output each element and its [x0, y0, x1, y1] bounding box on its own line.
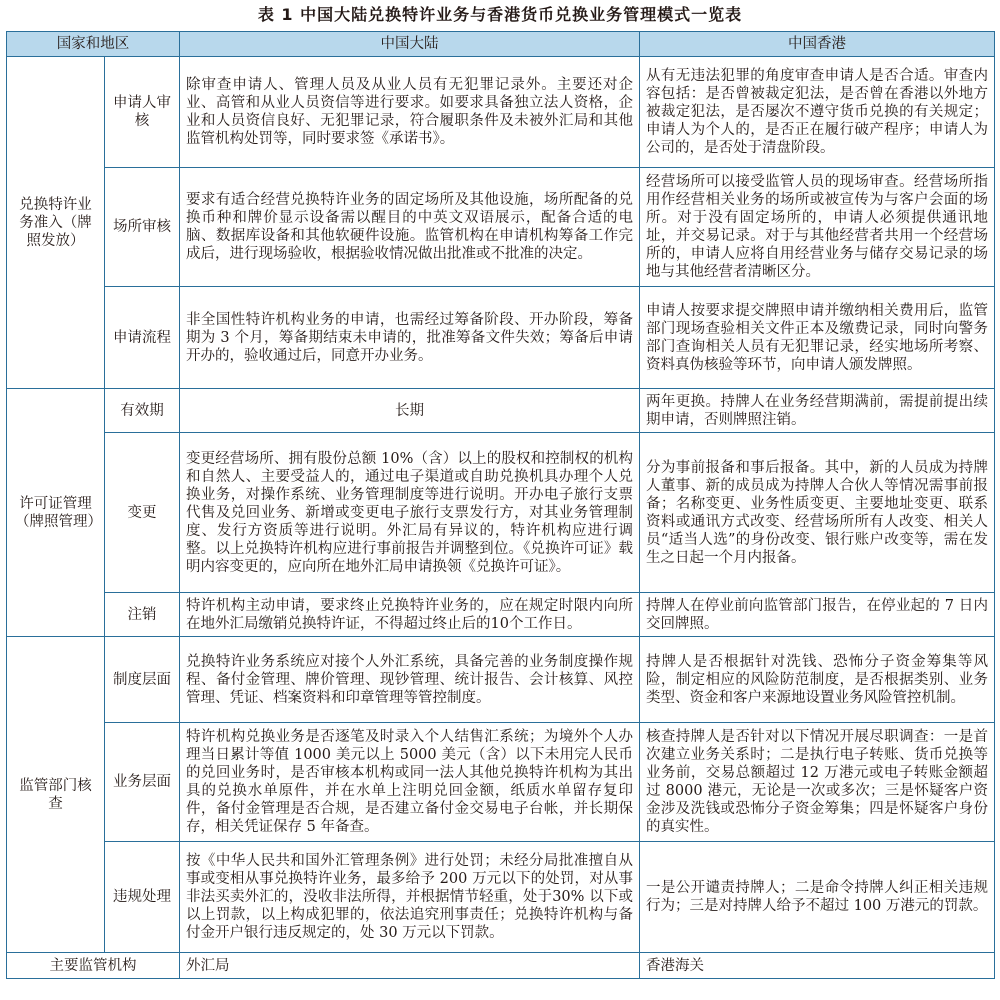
table-row: [7, 723, 995, 842]
subcategory-system-level: 制度层面: [105, 637, 180, 723]
hongkong-regulator: 香港海关: [640, 953, 995, 979]
hongkong-cell: 持牌人是否根据针对洗钱、恐怖分子资金筹集等风险，制定相应的风险防范制度，是否根据类别、业务类型、资金和客户来源地设置业务风险管控机制。: [640, 637, 995, 723]
mainland-cell: 按《中华人民共和国外汇管理条例》进行处罚；未经分局批准擅自从事或变相从事兑换特许业务，最多给予 200 万元以下的处罚，对从事非法买卖外汇的，没收非法所得，并根据情节轻重，处于30% 以下或以上罚款，以上构成犯罪的，依法追究刑事责任；兑换特许机构与备付金开户银行违反规定的，处 30 万元以下罚款。: [180, 842, 640, 953]
hongkong-cell: 经营场所可以接受监管人员的现场审查。经营场所指用作经营相关业务的场所或被宣传为与客户会面的场所。对于没有固定场所的，申请人必须提供通讯地址，并交易记录。对于与其他经营者共用一个经营场所的，申请人应将自用经营业务与储存交易记录的场地与其他经营者清晰区分。: [640, 168, 995, 287]
hongkong-cell: 两年更换。持牌人在业务经营期满前，需提前提出续期申请，否则牌照注销。: [640, 389, 995, 433]
subcategory-cancellation: 注销: [105, 593, 180, 637]
table-row: [7, 637, 995, 723]
subcategory-premises-review: 场所审核: [105, 168, 180, 287]
subcategory-business-level: 业务层面: [105, 723, 180, 842]
hongkong-cell: 一是公开谴责持牌人；二是命令持牌人纠正相关违规行为；三是对持牌人给予不超过 100 万港元的罚款。: [640, 842, 995, 953]
subcategory-application-process: 申请流程: [105, 287, 180, 389]
hongkong-cell: 分为事前报备和事后报备。其中，新的人员成为持牌人董事、新的成员成为持牌人合伙人等情况需事前报备；名称变更、业务性质变更、主要地址变更、联系资料或通讯方式改变、经营场所所有人改变、相关人员“适当人选”的身份改变、银行账户改变等，需在发生之日起一个月内报备。: [640, 433, 995, 593]
hongkong-cell: 持牌人在停业前向监管部门报告，在停业起的 7 日内交回牌照。: [640, 593, 995, 637]
mainland-cell: 要求有适合经营兑换特许业务的固定场所及其他设施，场所配备的兑换币种和牌价显示设备需以醒目的中英文双语展示，配备合适的电脑、数据库设备和其他软硬件设施。监管机构在申请机构筹备工作完成后，进行现场验收，根据验收情况做出批准或不批准的决定。: [180, 168, 640, 287]
header-row: [7, 32, 995, 57]
subcategory-violation-handling: 违规处理: [105, 842, 180, 953]
table-row: [7, 168, 995, 287]
mainland-cell: 长期: [180, 389, 640, 433]
hongkong-cell: 核查持牌人是否针对以下情况开展尽职调查：一是首次建立业务关系时；二是执行电子转账、货币兑换等业务前，交易总额超过 12 万港元或电子转账金额超过 8000 港元，无论是一次或多次；三是怀疑客户资金涉及洗钱或恐怖分子资金筹集；四是怀疑客户身份的真实性。: [640, 723, 995, 842]
hongkong-cell: 申请人按要求提交牌照申请并缴纳相关费用后，监管部门现场查验相关文件正本及缴费记录，同时向警务部门查询相关人员有无犯罪记录，经实地场所考察、资料真伪核验等环节，向申请人颁发牌照。: [640, 287, 995, 389]
header-region: 国家和地区: [7, 32, 180, 57]
header-hongkong: 中国香港: [640, 32, 995, 57]
subcategory-applicant-review: 申请人审核: [105, 57, 180, 168]
header-mainland: 中国大陆: [180, 32, 640, 57]
table-row-footer: [7, 953, 995, 979]
footer-label: 主要监管机构: [7, 953, 180, 979]
subcategory-validity: 有效期: [105, 389, 180, 433]
mainland-cell: 特许机构主动申请，要求终止兑换特许业务的，应在规定时限内向所在地外汇局缴销兑换特许证，不得超过终止后的10个工作日。: [180, 593, 640, 637]
table-row: [7, 842, 995, 953]
table-row: [7, 389, 995, 433]
subcategory-change: 变更: [105, 433, 180, 593]
mainland-regulator: 外汇局: [180, 953, 640, 979]
hongkong-cell: 从有无违法犯罪的角度审查申请人是否合适。审查内容包括：是否曾被裁定犯法，是否曾在香港以外地方被裁定犯法，是否屡次不遵守货币兑换的有关规定；申请人为个人的，是否正在履行破产程序；申请人为公司的，是否处于清盘阶段。: [640, 57, 995, 168]
table-row: [7, 57, 995, 168]
mainland-cell: 特许机构兑换业务是否逐笔及时录入个人结售汇系统；为境外个人办理当日累计等值 1000 美元以上 5000 美元（含）以下未用完人民币的兑回业务时，是否审核本机构或同一法人其他兑换特许机构为其出具的兑换水单原件，并在水单上注明兑回金额，纸质水单留存复印件，备付金管理是否合规，是否建立备付金交易电子台帐，并长期保存，相关凭证保存 5 年备查。: [180, 723, 640, 842]
comparison-table: [6, 31, 995, 979]
table-row: [7, 593, 995, 637]
table-title: 表 1 中国大陆兑换特许业务与香港货币兑换业务管理模式一览表: [257, 5, 743, 24]
mainland-cell: 除审查申请人、管理人员及从业人员有无犯罪记录外。主要还对企业、高管和从业人员资信等进行要求。如要求具备独立法人资格，企业和人员资信良好、无犯罪记录，符合履职条件及未被外汇局和其他监管机构处罚等，同时要求签《承诺书》。: [180, 57, 640, 168]
category-license: 许可证管理（牌照管理）: [7, 389, 105, 637]
mainland-cell: 非全国性特许机构业务的申请，也需经过筹备阶段、开办阶段，筹备期为 3 个月，筹备期结束未申请的，批准筹备文件失效；筹备后申请开办的，验收通过后，同意开办业务。: [180, 287, 640, 389]
table-row: [7, 433, 995, 593]
table-row: [7, 287, 995, 389]
category-admission: 兑换特许业务准入（牌照发放）: [7, 57, 105, 389]
category-supervision: 监管部门核查: [7, 637, 105, 953]
mainland-cell: 变更经营场所、拥有股份总额 10%（含）以上的股权和控制权的机构和自然人、主要受益人的，通过电子渠道或自助兑换机具办理个人兑换业务，对操作系统、业务管理制度等进行说明。开办电子旅行支票代售及兑回业务、新增或变更电子旅行支票发行方，对其业务管理制度、发行方资质等进行说明。外汇局有异议的，特许机构应进行调整。以上兑换特许机构应进行事前报告并调整到位。《兑换许可证》载明内容变更的，应向所在地外汇局申请换领《兑换许可证》。: [180, 433, 640, 593]
mainland-cell: 兑换特许业务系统应对接个人外汇系统，具备完善的业务制度操作规程、备付金管理、牌价管理、现钞管理、统计报告、会计核算、风控管理、凭证、档案资料和印章管理等管控制度。: [180, 637, 640, 723]
